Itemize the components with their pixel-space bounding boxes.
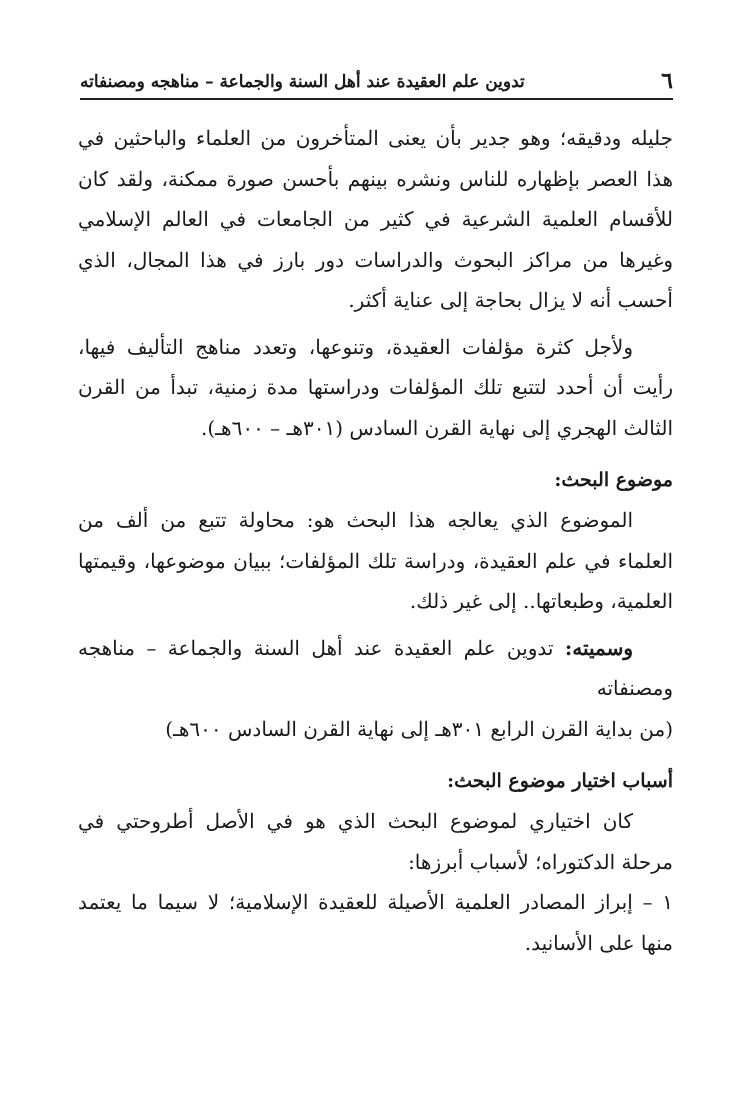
running-header <box>80 68 673 100</box>
paragraph-period-scope: ولأجل كثرة مؤلفات العقيدة، وتنوعها، وتعدد مناهج التأليف فيها، رأيت أن أحدد لتتبع تلك المؤلفات ودراستها مدة زمنية، تبدأ من القرن الثالث الهجري إلى نهاية القرن السادس (٣٠١هـ – ٦٠٠هـ). <box>78 334 673 440</box>
page-body <box>78 118 673 963</box>
paragraph-intro-continuation: جليله ودقيقه؛ وهو جدير بأن يعنى المتأخرون من العلماء والباحثين في هذا العصر بإظهاره للناس ونشره بينهم بأحسن صورة ممكنة، ولقد كان للأقسام العلمية الشرعية في كثير من الجامعات في العالم الإسلامي وغيرها من مراكز البحوث والدراسات دور بارز في هذا المجال، الذي أحسب أنه لا يزال بحاجة إلى عناية أكثر. <box>78 126 673 312</box>
list-item-reason-1: ١ – إبراز المصادر العلمية الأصيلة للعقيدة الإسلامية؛ لا سيما ما يعتمد منها على الأسانيد. <box>78 890 673 955</box>
title-statement-text: تدوين علم العقيدة عند أهل السنة والجماعة – مناهجه ومصنفاته <box>78 635 673 700</box>
paragraph-research-topic: الموضوع الذي يعالجه هذا البحث هو: محاولة تتبع من ألف من العلماء في علم العقيدة، ودراسة تلك المؤلفات؛ ببيان موضوعها، وقيمتها العلمية، وطبعاتها.. إلى غير ذلك. <box>78 508 673 613</box>
heading-reasons: أسباب اختيار موضوع البحث: <box>447 770 673 792</box>
running-title: تدوين علم العقيدة عند أهل السنة والجماعة – مناهجه ومصنفاته <box>80 72 525 92</box>
page-number: ٦ <box>661 68 673 94</box>
paragraph-reasons-intro: كان اختياري لموضوع البحث الذي هو في الأصل أطروحتي في مرحلة الدكتوراه؛ لأسباب أبرزها: <box>78 809 673 874</box>
paragraph-title-statement <box>78 628 673 709</box>
title-statement-period: (من بداية القرن الرابع ٣٠١هـ إلى نهاية القرن السادس ٦٠٠هـ) <box>165 716 673 741</box>
heading-research-topic: موضوع البحث: <box>554 469 673 491</box>
title-statement-label: وسميته: <box>564 635 633 660</box>
